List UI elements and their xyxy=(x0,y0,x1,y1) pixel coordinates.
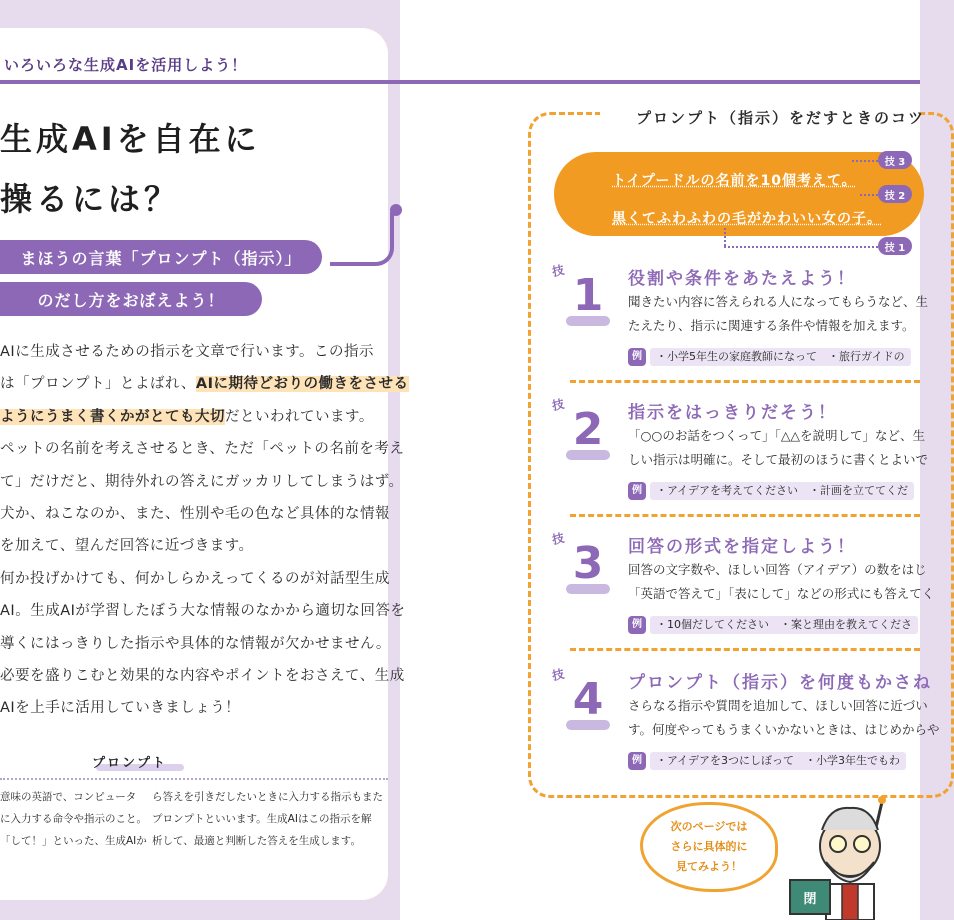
running-title: いろいろな生成AIを活用しよう！ xyxy=(4,56,248,74)
decorative-curve xyxy=(330,228,394,266)
tip-examples xyxy=(628,480,920,500)
example-badge: 例 xyxy=(628,752,646,770)
note-line: 「して！」といった、生成AIか xyxy=(0,835,147,847)
body-text-span: て」だけだと、期待外れの答えにガッカリしてしまうはず。 xyxy=(0,473,404,490)
bubble-line-3: 見てみよう！ xyxy=(676,860,742,873)
bubble-line-1: 次のページでは xyxy=(670,820,748,833)
tip-body-line: さらなる指示や質問を追加して、ほしい回答に近づい xyxy=(628,698,928,713)
pointer-tip xyxy=(878,796,886,804)
highlighted-text: AIに期待どおりの働きをさせる xyxy=(195,376,409,393)
body-text-span: ペットの名前を考えさせるとき、ただ「ペットの名前を考え xyxy=(0,441,405,458)
waza-tag-1: 技 1 xyxy=(878,237,912,255)
example-prompt-line-2: 黒くてふわふわの毛がかわいい女の子。 xyxy=(612,211,882,227)
body-line xyxy=(0,569,390,589)
body-text-span: 犬か、ねこなのか、また、性別や毛の色など具体的な情報 xyxy=(0,506,390,522)
waza-badge: 技 xyxy=(550,262,566,280)
body-text-span: は「プロンプト」とよばれ、 xyxy=(0,376,196,393)
tip-body-line: たえたり、指示に関連する条件や情報を加えます。 xyxy=(628,318,915,333)
tip-body-line: 「英語で答えて」「表にして」などの形式にも答えてく xyxy=(628,586,935,601)
book-label: 閉 xyxy=(803,892,817,907)
note-line: に入力する命令や指示のこと。 xyxy=(0,813,147,825)
example-badge: 例 xyxy=(628,482,646,500)
note-divider xyxy=(0,778,388,780)
body-text-span: 必要を盛りこむと効果的な内容やポイントをおさえて、生成 xyxy=(0,668,405,684)
professor-hair xyxy=(822,808,878,830)
tip-examples xyxy=(628,346,920,366)
note-line: 析して、最適と判断した答えを生成します。 xyxy=(152,835,361,847)
tip-body-line: 聞きたい内容に答えられる人になってもらうなど、生 xyxy=(628,294,929,309)
body-line xyxy=(0,472,404,492)
subtitle-line-1: まほうの言葉「プロンプト（指示）」 xyxy=(0,240,322,274)
body-text-span: 導くにはっきりした指示や具体的な情報が欠かせません。 xyxy=(0,635,391,652)
professor-illustration xyxy=(790,780,920,920)
tip-number-2: 2 xyxy=(572,403,604,455)
body-text-span: 何か投げかけても、何かしらかえってくるのが対話型生成 xyxy=(0,570,390,587)
example-badge: 例 xyxy=(628,616,646,634)
tip-body-line: す。何度やってもうまくいかないときは、はじめからや xyxy=(628,722,940,737)
waza-badge: 技 xyxy=(550,666,566,684)
glasses-right xyxy=(854,836,870,852)
body-text-span: を加えて、望んだ回答に近づきます。 xyxy=(0,538,254,555)
note-title: プロンプト xyxy=(92,756,168,771)
tips-title: プロンプト（指示）をだすときのコツ xyxy=(636,109,926,127)
example-text: ・小学5年生の家庭教師になって ・旅行ガイドの xyxy=(650,348,911,366)
highlighted-text: ようにうまく書くかがとても大切 xyxy=(0,408,225,425)
body-line xyxy=(0,504,390,524)
body-text-span: AIを上手に活用していきましょう！ xyxy=(0,700,241,717)
body-line xyxy=(0,601,406,621)
tip-title: 役割や条件をあたえよう！ xyxy=(628,269,856,289)
example-badge: 例 xyxy=(628,348,646,366)
note-column-2 xyxy=(152,786,383,852)
note-line: 意味の英語で、コンピュータ xyxy=(0,791,137,803)
tip-body-line: しい指示は明確に。そして最初のほうに書くとよいで xyxy=(628,452,929,467)
waza-badge: 技 xyxy=(550,530,566,548)
body-line xyxy=(0,666,405,686)
connector-1-vertical xyxy=(724,228,726,246)
body-line xyxy=(0,374,409,394)
subtitle-line-2: のだし方をおぼえよう！ xyxy=(0,282,262,316)
body-line xyxy=(0,698,385,718)
note-line: プロンプトといいます。生成AIはこの指示を解 xyxy=(152,813,372,825)
waza-tag-3: 技 3 xyxy=(878,151,912,169)
page-title-line-1: 生成AIを自在に xyxy=(0,120,261,158)
section-divider xyxy=(570,514,920,517)
waza-badge: 技 xyxy=(550,396,566,414)
note-column-1 xyxy=(0,786,147,852)
body-text-span: だといわれています。 xyxy=(225,408,374,425)
tip-title: プロンプト（指示）を何度もかさね xyxy=(628,673,932,693)
tip-number-3: 3 xyxy=(572,537,604,589)
tip-title: 指示をはっきりだそう！ xyxy=(628,403,837,423)
section-divider xyxy=(570,648,920,651)
header-rule xyxy=(0,80,920,84)
page-title-line-2: 操るには？ xyxy=(0,180,181,218)
bubble-line-2: さらに具体的に xyxy=(670,840,748,853)
example-prompt-line-1: トイプードルの名前を10個考えて。 xyxy=(612,173,857,189)
body-line xyxy=(0,407,385,427)
tip-number-1: 1 xyxy=(572,269,604,321)
example-text: ・アイデアを考えてください ・計画を立ててくだ xyxy=(650,482,914,500)
body-text-span: AIに生成させるための指示を文章で行います。この指示 xyxy=(0,344,375,360)
connector-1 xyxy=(724,246,878,248)
tip-number-4: 4 xyxy=(572,673,604,725)
section-divider xyxy=(570,380,920,383)
example-text: ・アイデアを3つにしぼって ・小学3年生でもわ xyxy=(650,752,906,770)
professor-tie xyxy=(842,884,858,920)
tip-examples xyxy=(628,750,920,770)
example-text: ・10個だしてください ・案と理由を教えてくださ xyxy=(650,616,918,634)
tip-title: 回答の形式を指定しよう！ xyxy=(628,537,856,557)
body-text-span: AI。生成AIが学習したぼう大な情報のなかから適切な回答を xyxy=(0,603,406,620)
connector-2 xyxy=(860,194,878,196)
glasses-left xyxy=(830,836,846,852)
note-line: ら答えを引きだしたいときに入力する指示もまた xyxy=(152,791,383,803)
body-line xyxy=(0,439,405,459)
connector-3 xyxy=(852,160,878,162)
tip-body-line: 「○○のお話をつくって」「△△を説明して」など、生 xyxy=(628,428,926,443)
waza-tag-2: 技 2 xyxy=(878,185,912,203)
tip-examples xyxy=(628,614,920,634)
body-line xyxy=(0,536,385,556)
body-line xyxy=(0,342,385,362)
tip-body-line: 回答の文字数や、ほしい回答（アイデア）の数をはじ xyxy=(628,562,927,577)
body-line xyxy=(0,634,391,654)
